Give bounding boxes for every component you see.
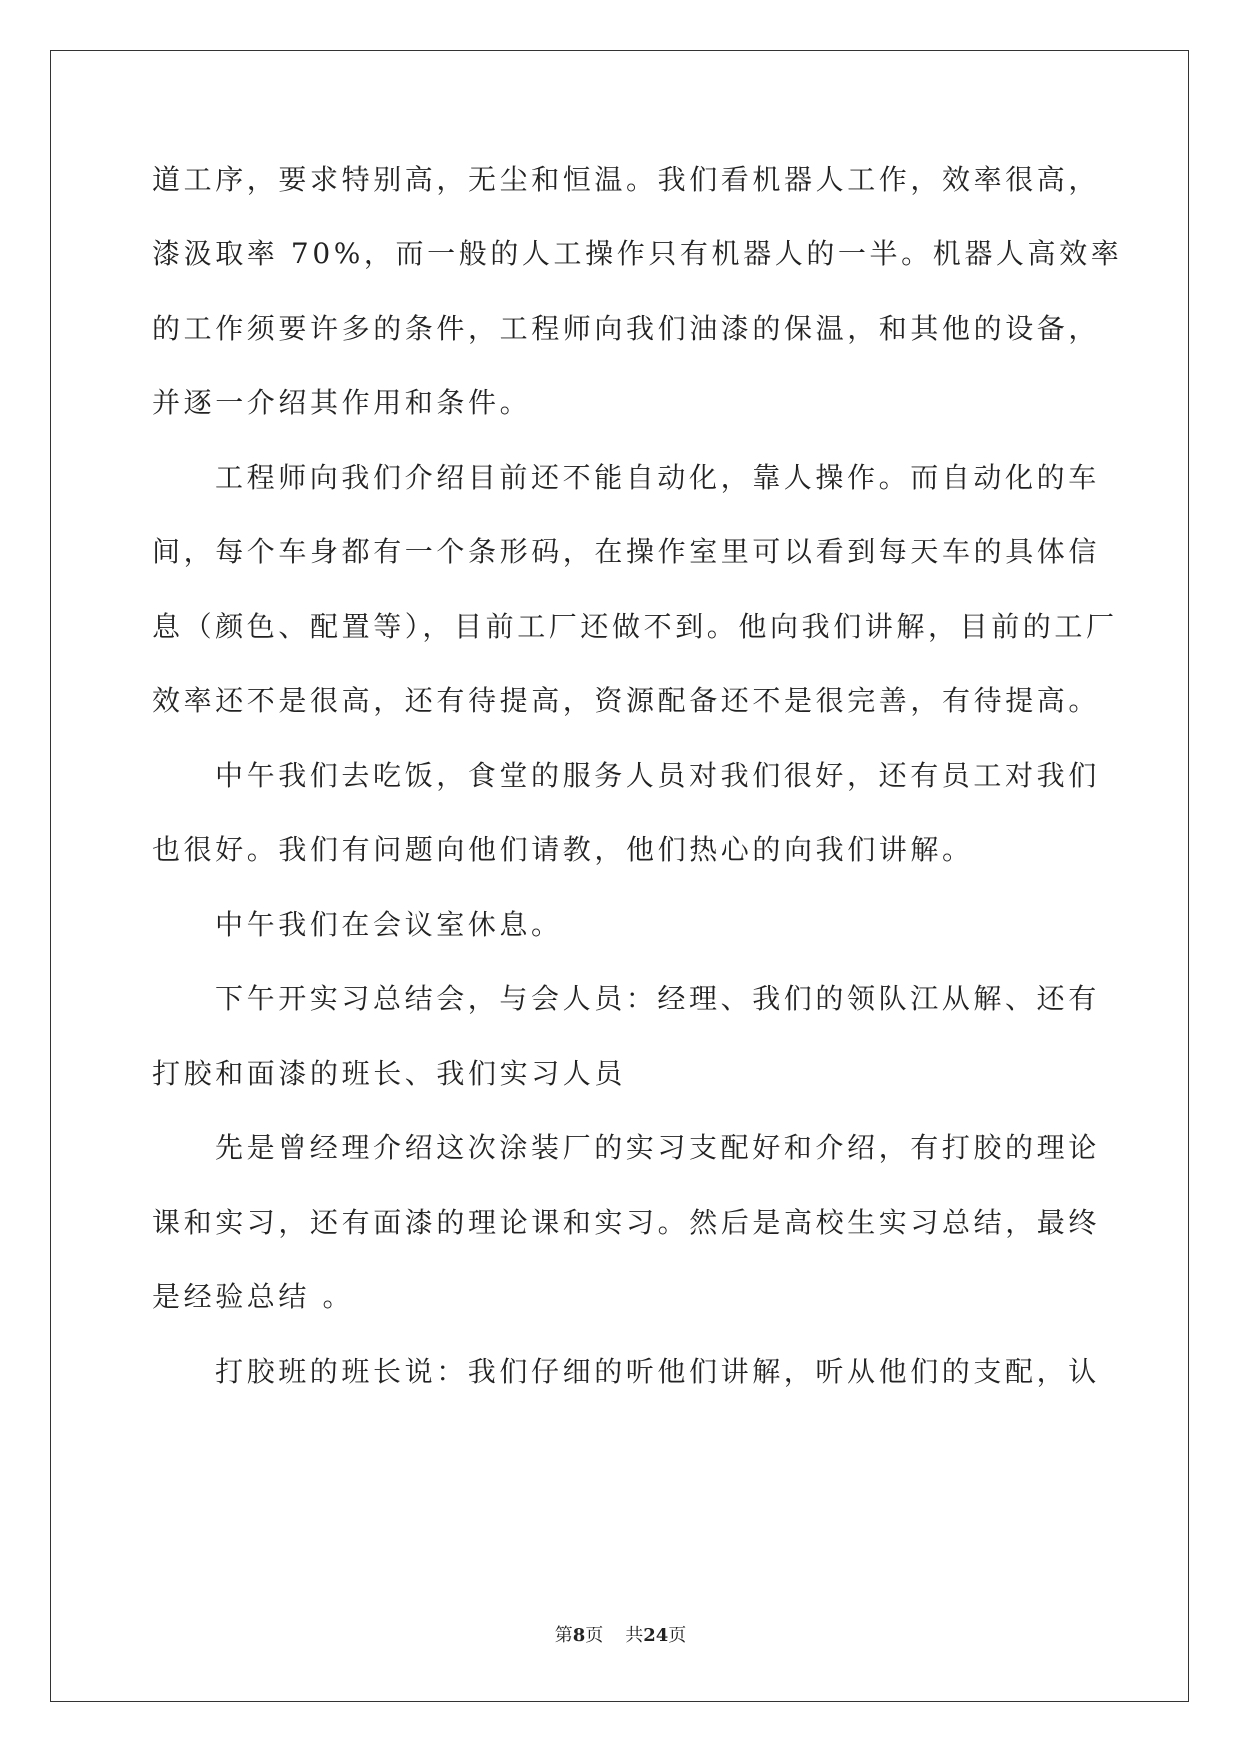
page-border bbox=[50, 50, 1189, 1702]
paragraph-first-line: 中午我们去吃饭，食堂的服务人员对我们很好，还有员工对我们 bbox=[215, 759, 1100, 792]
paragraph-first-line: 下午开实习总结会，与会人员：经理、我们的领队江从解、还有 bbox=[215, 982, 1100, 1015]
footer-total-suffix: 页 bbox=[668, 1625, 687, 1646]
page-footer bbox=[0, 1624, 1241, 1648]
page-number: 8 bbox=[572, 1625, 586, 1646]
paragraph-first-line: 中午我们在会议室休息。 bbox=[215, 908, 563, 941]
footer-total-prefix: 共 bbox=[625, 1625, 644, 1646]
text-line: 漆汲取率 70%，而一般的人工操作只有机器人的一半。机器人高效率 bbox=[152, 237, 1123, 270]
footer-page-suffix: 页 bbox=[585, 1625, 604, 1646]
text-line: 的工作须要许多的条件，工程师向我们油漆的保温，和其他的设备， bbox=[152, 312, 1101, 345]
text-line: 间，每个车身都有一个条形码，在操作室里可以看到每天车的具体信 bbox=[152, 535, 1101, 568]
paragraph-first-line: 打胶班的班长说：我们仔细的听他们讲解，听从他们的支配，认 bbox=[215, 1355, 1100, 1388]
paragraph-first-line: 先是曾经理介绍这次涂装厂的实习支配好和介绍，有打胶的理论 bbox=[215, 1131, 1100, 1164]
total-pages: 24 bbox=[643, 1625, 669, 1646]
text-line: 道工序，要求特别高，无尘和恒温。我们看机器人工作，效率很高， bbox=[152, 163, 1101, 196]
text-line: 效率还不是很高，还有待提高，资源配备还不是很完善，有待提高。 bbox=[152, 684, 1101, 717]
text-line: 息（颜色、配置等），目前工厂还做不到。他向我们讲解，目前的工厂 bbox=[152, 610, 1118, 643]
text-line: 是经验总结 。 bbox=[152, 1280, 355, 1313]
text-line: 也很好。我们有问题向他们请教，他们热心的向我们讲解。 bbox=[152, 833, 974, 866]
text-line: 打胶和面漆的班长、我们实习人员 bbox=[152, 1057, 627, 1090]
text-line: 课和实习，还有面漆的理论课和实习。然后是高校生实习总结，最终 bbox=[152, 1206, 1101, 1239]
text-line: 并逐一介绍其作用和条件。 bbox=[152, 386, 532, 419]
footer-prefix: 第 bbox=[554, 1625, 573, 1646]
paragraph-first-line: 工程师向我们介绍目前还不能自动化，靠人操作。而自动化的车 bbox=[215, 461, 1100, 494]
